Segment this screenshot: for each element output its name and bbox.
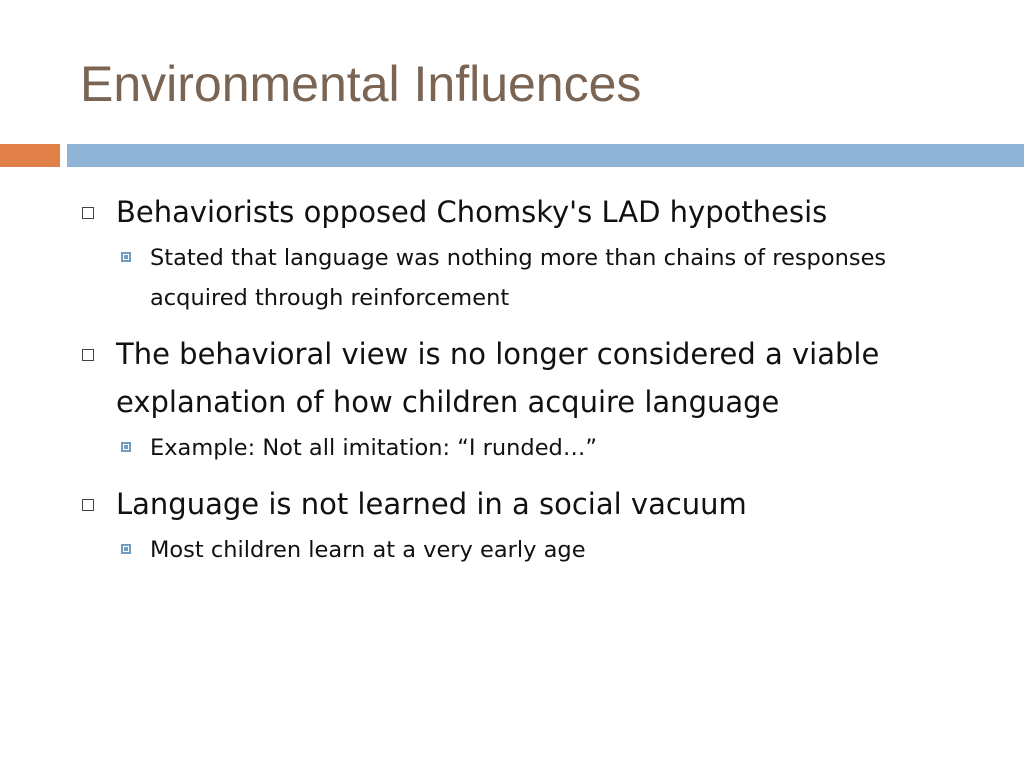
sub-bullet-item bbox=[80, 238, 980, 318]
bullet-item bbox=[80, 188, 980, 236]
hollow-square-bullet-icon bbox=[82, 499, 94, 511]
square-bullet-icon bbox=[121, 442, 131, 452]
sub-bullet-item bbox=[80, 428, 980, 468]
square-bullet-icon bbox=[121, 544, 131, 554]
bullet-item bbox=[80, 330, 980, 426]
bullet-text: Behaviorists opposed Chomsky's LAD hypothesis bbox=[116, 195, 828, 229]
accent-bar-left bbox=[0, 144, 60, 167]
bullet-list bbox=[80, 188, 980, 570]
bullet-item bbox=[80, 480, 980, 528]
accent-bar-right bbox=[67, 144, 1024, 167]
hollow-square-bullet-icon bbox=[82, 207, 94, 219]
bullet-text: The behavioral view is no longer considered a viable explanation of how children acquire language bbox=[116, 337, 880, 419]
square-bullet-icon bbox=[121, 252, 131, 262]
sub-bullet-item bbox=[80, 530, 980, 570]
slide-title: Environmental Influences bbox=[80, 56, 642, 112]
sub-bullet-text: Example: Not all imitation: “I runded…” bbox=[150, 435, 598, 461]
bullet-text: Language is not learned in a social vacuum bbox=[116, 487, 747, 521]
hollow-square-bullet-icon bbox=[82, 349, 94, 361]
sub-bullet-text: Stated that language was nothing more than chains of responses acquired through reinforcement bbox=[150, 245, 887, 311]
sub-bullet-text: Most children learn at a very early age bbox=[150, 537, 586, 563]
